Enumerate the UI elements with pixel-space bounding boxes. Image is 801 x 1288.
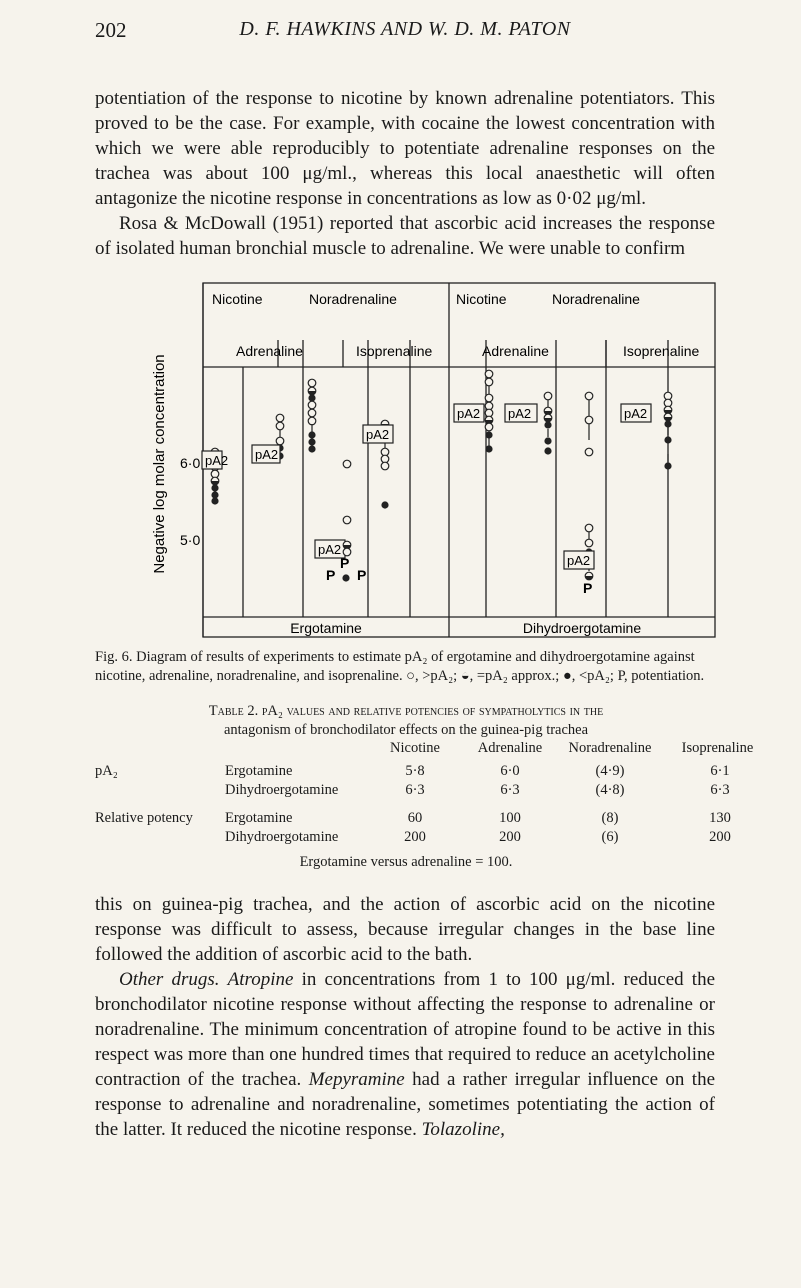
open-circle-marker [485, 394, 493, 402]
potentiation-label: P [583, 580, 593, 596]
potentiation-label: P [326, 567, 336, 583]
cell: 6·0 [500, 763, 520, 779]
open-circle-marker [585, 539, 593, 547]
row-group: Relative potency [95, 810, 193, 826]
filled-circle-marker [664, 436, 671, 443]
figure-label: Fig. 6. [95, 649, 133, 665]
header-nicotine-right: Nicotine [456, 291, 507, 307]
cell: 60 [407, 810, 423, 826]
header-isoprenaline-left: Isoprenaline [356, 343, 433, 359]
open-circle-marker [585, 524, 593, 532]
paragraph-text [95, 967, 715, 1142]
open-circle-marker [276, 437, 284, 445]
filled-circle-marker [211, 484, 218, 491]
drug-atropine: Atropine [227, 969, 294, 990]
figure-caption [95, 648, 717, 686]
pa2-label: pA2 [508, 406, 532, 421]
drug-mepyramine: Mepyramine [308, 1069, 405, 1090]
filled-circle-marker [308, 431, 315, 438]
table-row [95, 829, 775, 848]
pa2-label: pA2 [624, 406, 648, 421]
pa2-label: pA2 [318, 542, 342, 557]
paragraph-text: Rosa & McDowall (1951) reported that ascorbic acid increases the response of isolated human bronchial muscle to adrenaline. We were unable to confirm [95, 213, 715, 259]
running-head: D. F. HAWKINS AND W. D. M. PATON [239, 18, 571, 40]
open-circle-marker [276, 422, 284, 430]
pa2-label: pA2 [366, 427, 390, 442]
header-adrenaline-left: Adrenaline [236, 343, 303, 359]
table-row [95, 810, 775, 829]
col-header: Isoprenaline [681, 740, 754, 756]
row-drug: Ergotamine [225, 810, 293, 826]
filled-circle-marker [544, 421, 551, 428]
page-number: 202 [95, 18, 127, 42]
filled-circle-marker [308, 445, 315, 452]
col-header: Adrenaline [477, 740, 543, 756]
y-tick-6: 6·0 [180, 455, 201, 471]
open-circle-marker [308, 401, 316, 409]
cell: 6·3 [500, 782, 520, 798]
figure-caption-text: Diagram of results of experiments to estimate pA₂ of ergotamine and dihydroergotamine against nicotine, adrenaline, noradrenaline, and isoprenaline. ○, >pA₂; ◒, =pA₂ approx.; ●, <pA₂; P, potentiation. [95, 649, 705, 684]
cell: 5·8 [405, 763, 425, 779]
filled-circle-marker [544, 437, 551, 444]
table-footnote: Ergotamine versus adrenaline = 100. [299, 854, 513, 870]
paragraph-text: potentiation of the response to nicotine by known adrenaline potentiators. This proved to be the case. For example, with cocaine the lowest concentration with which we were able reproducibly to potentiate adrenaline responses on the trachea was about 100 μg/ml., whereas this local anaesthetic will often antagonize the nicotine response in concentrations as low as 0·02 μg/ml. [95, 88, 715, 209]
paragraph-bottom [95, 892, 715, 1142]
open-circle-marker [308, 417, 316, 425]
open-circle-marker [381, 462, 389, 470]
col-header: Nicotine [390, 740, 440, 756]
cell: 130 [709, 810, 731, 826]
potentiation-label: P [340, 555, 350, 571]
cell: 6·3 [710, 782, 730, 798]
filled-circle-marker [664, 420, 671, 427]
filled-circle-marker [544, 447, 551, 454]
section-head: Other drugs. [119, 969, 220, 990]
header-adrenaline-right: Adrenaline [482, 343, 549, 359]
filled-circle-marker [664, 462, 671, 469]
cell: 100 [499, 810, 521, 826]
filled-circle-marker [211, 497, 218, 504]
open-circle-marker [343, 460, 351, 468]
cell: 6·1 [710, 763, 730, 779]
open-circle-marker [585, 392, 593, 400]
open-circle-marker [343, 516, 351, 524]
header-isoprenaline-right: Isoprenaline [623, 343, 700, 359]
col-header: Noradrenaline [568, 740, 652, 756]
open-circle-marker [585, 416, 593, 424]
cell: (8) [601, 810, 619, 826]
paragraph-text: in concentrations from 1 to 100 μg/ml. reduced the bronchodilator nicotine response without affecting the response to adrenaline or noradrenaline. The minimum concentration of atropine found to be active in this respect was more than one hundred times that required to reduce an acetylcholine contraction of the trachea. [95, 969, 716, 1090]
filled-circle-marker [308, 438, 315, 445]
open-circle-marker [276, 414, 284, 422]
header-noradrenaline-left: Noradrenaline [309, 291, 397, 307]
drug-tolazoline: Tolazoline, [421, 1119, 505, 1140]
table-row [95, 782, 775, 801]
filled-circle-marker [485, 445, 492, 452]
open-circle-marker [308, 379, 316, 387]
open-circle-marker [585, 448, 593, 456]
cell: (6) [601, 829, 619, 845]
bottom-ergotamine: Ergotamine [290, 620, 362, 636]
cell: 200 [404, 829, 426, 845]
table-caption [95, 702, 717, 740]
filled-circle-marker [381, 501, 388, 508]
bottom-dihydroergotamine: Dihydroergotamine [522, 620, 642, 636]
row-drug: Dihydroergotamine [225, 782, 339, 798]
header-noradrenaline-right: Noradrenaline [552, 291, 640, 307]
row-group: pA₂ [95, 763, 118, 779]
row-drug: Ergotamine [225, 763, 293, 779]
table-caption-line: antagonism of bronchodilator effects on the guinea-pig trachea [223, 722, 589, 738]
pa2-label: pA2 [457, 406, 481, 421]
potentiation-label: P [357, 567, 367, 583]
header-nicotine-left: Nicotine [212, 291, 263, 307]
cell: 200 [499, 829, 521, 845]
pa2-label: pA2 [255, 447, 279, 462]
open-circle-marker [485, 423, 493, 431]
table-caption-line: Table 2. pA₂ values and relative potencies of sympatholytics in the [208, 703, 604, 719]
paragraph-text: this on guinea-pig trachea, and the action of ascorbic acid on the nicotine response was difficult to assess, because irregular changes in the base line followed the addition of ascorbic acid to the bath. [95, 894, 715, 965]
y-tick-5: 5·0 [180, 532, 201, 548]
cell: 6·3 [405, 782, 425, 798]
table-header-row [95, 740, 775, 759]
cell: (4·8) [595, 782, 625, 798]
open-circle-marker [544, 392, 552, 400]
open-circle-marker [485, 370, 493, 378]
open-circle-marker [308, 409, 316, 417]
figure-markers [202, 370, 672, 596]
row-drug: Dihydroergotamine [225, 829, 339, 845]
paragraph-text: had a rather irregular influence on the response to adrenaline and noradrenaline, sometimes potentiating the action of the latter. It reduced the nicotine response. [95, 1069, 716, 1140]
table-row [95, 763, 775, 782]
y-axis-label: Negative log molar concentration [151, 354, 168, 574]
filled-circle-marker [342, 574, 349, 581]
filled-circle-marker [485, 431, 492, 438]
cell: 200 [709, 829, 731, 845]
open-circle-marker [485, 378, 493, 386]
cell: (4·9) [595, 763, 625, 779]
filled-circle-marker [308, 394, 315, 401]
pa2-label: pA2 [567, 553, 591, 568]
pa2-label: pA2 [205, 453, 229, 468]
